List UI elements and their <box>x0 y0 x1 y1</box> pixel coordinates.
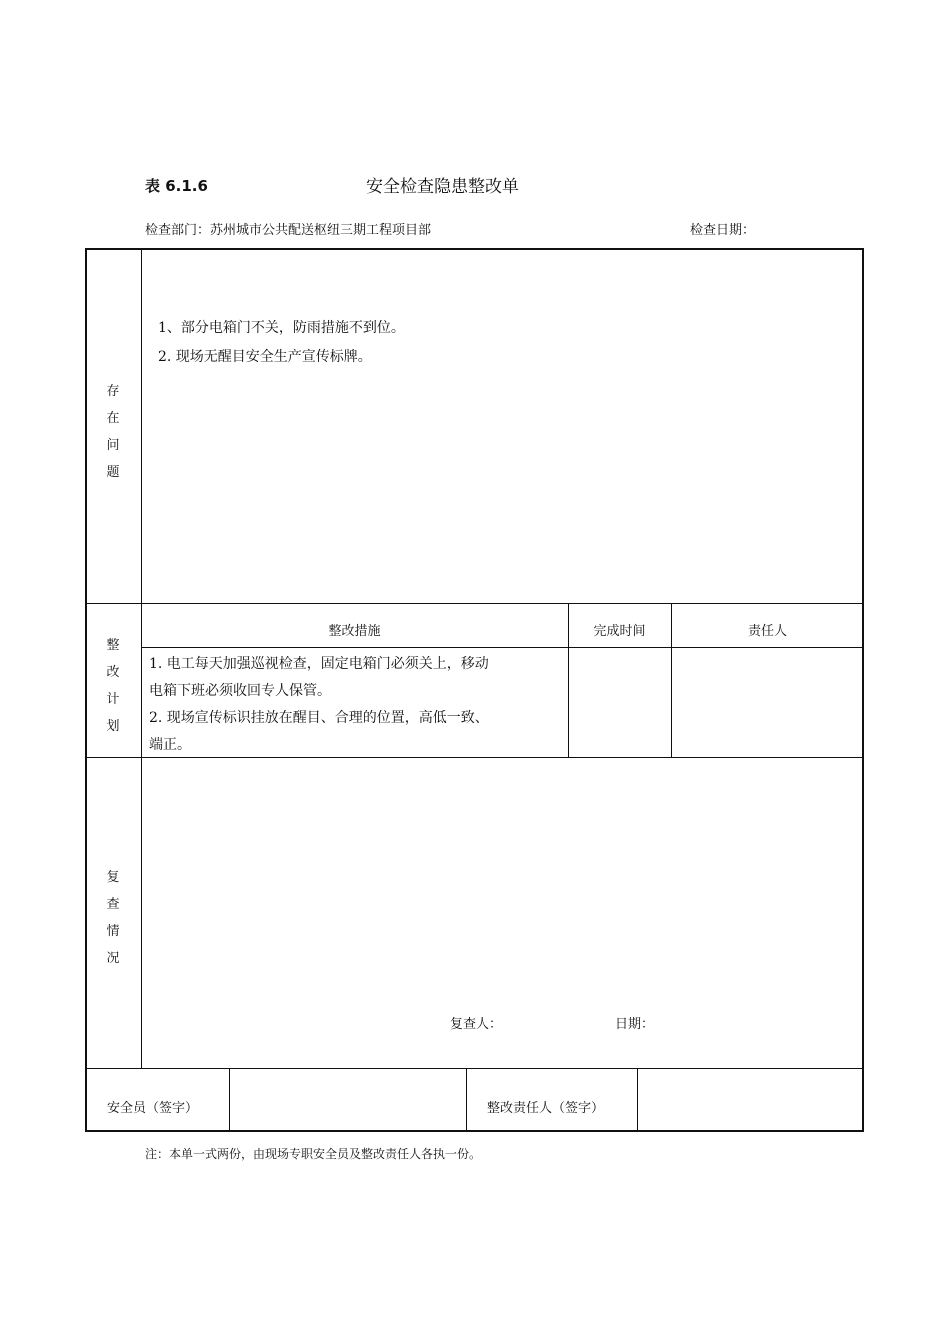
reviewer-label: 复查人： <box>450 1017 503 1032</box>
divider-issues-plan <box>86 603 864 604</box>
review-date-label: 日期： <box>615 1017 655 1032</box>
issue-item: 2. 现场无醒目安全生产宣传标牌。 <box>158 349 372 365</box>
measure-line: 端正。 <box>149 737 191 753</box>
issues-label: 存 在 问 题 <box>106 384 120 480</box>
divider-plan-header <box>141 647 864 648</box>
issues-list <box>158 314 405 372</box>
divider-review-sign <box>86 1068 864 1069</box>
measure-line: 2. 现场宣传标识挂放在醒目、合理的位置，高低一致、 <box>149 710 489 726</box>
divider-sign-1 <box>229 1068 230 1132</box>
form-number: 表 6.1.6 <box>145 177 208 195</box>
inspection-date-label: 检查日期： <box>690 223 756 238</box>
column-header-completion-time: 完成时间 <box>593 624 646 639</box>
rectification-owner-signature-label: 整改责任人（签字） <box>487 1101 605 1116</box>
measure-line: 电箱下班必须收回专人保管。 <box>149 683 331 699</box>
rectification-measures <box>149 651 563 759</box>
issue-item: 1、部分电箱门不关，防雨措施不到位。 <box>158 320 405 336</box>
inspection-department: 检查部门：苏州城市公共配送枢纽三期工程项目部 <box>145 223 432 238</box>
footnote: 注：本单一式两份，由现场专职安全员及整改责任人各执一份。 <box>145 1147 482 1161</box>
safety-officer-signature-label: 安全员（签字） <box>107 1101 199 1116</box>
plan-label: 整 改 计 划 <box>106 638 120 734</box>
column-header-measures: 整改措施 <box>328 624 381 639</box>
review-label: 复 查 情 况 <box>106 870 120 966</box>
measure-line: 1. 电工每天加强巡视检查，固定电箱门必须关上，移动 <box>149 656 489 672</box>
label-column-divider <box>141 249 142 1068</box>
column-header-responsible: 责任人 <box>747 624 787 639</box>
page-title: 安全检查隐患整改单 <box>366 177 519 197</box>
divider-sign-2 <box>466 1068 467 1132</box>
divider-sign-3 <box>637 1068 638 1132</box>
